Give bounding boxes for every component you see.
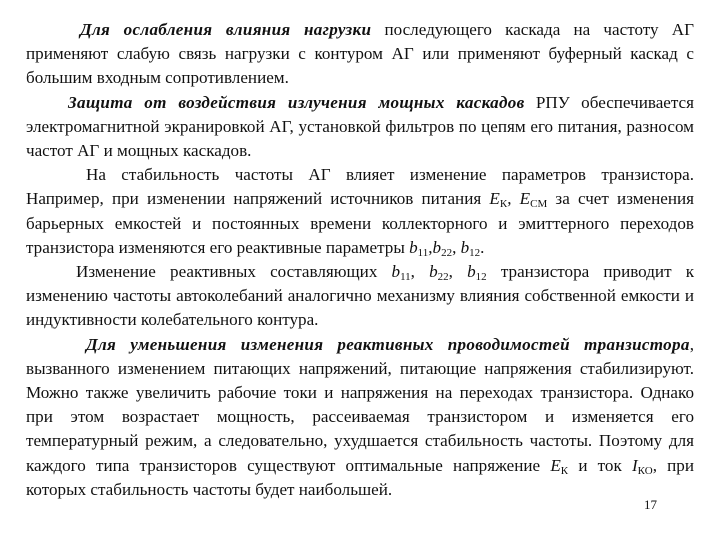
separator: , bbox=[448, 262, 468, 282]
symbol-subscript: 11 bbox=[417, 246, 429, 259]
symbol-subscript: 22 bbox=[441, 246, 453, 259]
paragraph-heading: Для уменьшения изменения реактивных проводимостей транзистора bbox=[86, 334, 690, 354]
paragraph-frequency-stability bbox=[26, 163, 694, 260]
symbol-subscript: 22 bbox=[437, 271, 449, 284]
symbol-subscript: 11 bbox=[400, 271, 411, 284]
separator: . bbox=[480, 237, 485, 257]
symbol-b11: b bbox=[409, 237, 418, 257]
paragraph-heading: Для ослабления влияния нагрузки bbox=[80, 20, 372, 39]
symbol-iko: I bbox=[631, 455, 638, 475]
separator: , bbox=[452, 237, 461, 257]
symbol-b12: b bbox=[467, 262, 476, 282]
symbol-esm: E bbox=[519, 189, 531, 209]
symbol-subscript: К bbox=[499, 198, 508, 211]
symbol-b12: b bbox=[460, 237, 470, 257]
paragraph-reactive-components bbox=[26, 260, 694, 333]
paragraph-text: На стабильность частоты АГ влияет изменение параметров транзистора. Например, при изменении напряжений источников питания bbox=[26, 165, 694, 209]
symbol-ek: E bbox=[550, 455, 561, 475]
paragraph-text: , при которых стабильность частоты будет наибольшей. bbox=[26, 455, 694, 499]
paragraph-radiation-protection bbox=[26, 91, 694, 164]
paragraph-reduce-changes bbox=[26, 333, 694, 502]
paragraph-text: транзистора приводит к изменению частоты автоколебаний аналогично механизму влияния собственной емкости и индуктивности колебательного контура. bbox=[26, 262, 695, 330]
page-number: 17 bbox=[644, 497, 657, 512]
symbol-subscript: 12 bbox=[469, 246, 481, 259]
symbol-b22: b bbox=[432, 237, 442, 257]
separator: , bbox=[428, 237, 433, 257]
paragraph-text: за счет изменения барьерных емкостей и постоянных времени коллекторного и эмиттерного переходов транзистора изменяются его реактивные параметры bbox=[26, 189, 695, 257]
symbol-subscript: КО bbox=[637, 464, 653, 477]
paragraph-text: РПУ обеспечивается электромагнитной экранировкой АГ, установкой фильтров по цепям его питания, разносом частот АГ и мощных каскадов. bbox=[26, 92, 694, 161]
symbol-b11: b bbox=[391, 262, 401, 282]
paragraph-text: и ток bbox=[568, 455, 632, 475]
paragraph-text: последующего каскада на частоту АГ применяют слабую связь нагрузки с контуром АГ или применяют буферный каскад с большим входным сопротивлением. bbox=[26, 20, 694, 88]
paragraph-heading: Защита от воздействия излучения мощных каскадов bbox=[68, 92, 525, 112]
paragraph-text: Изменение реактивных составляющих bbox=[76, 262, 392, 282]
symbol-b22: b bbox=[429, 262, 438, 282]
symbol-ek: E bbox=[489, 189, 500, 209]
separator: , bbox=[507, 189, 520, 209]
paragraph-text: , вызванного изменением питающих напряжений, питающие напряжения стабилизируют. Можно также увеличить рабочие токи и напряжения на переходах транзистора. Однако при этом возрастает мощность, рассеиваемая транзистором и изменяется его температурный режим, а следовательно, ухудшается стабильность частоты. Поэтому для каждого типа транзисторов существуют оптимальные напряжение bbox=[26, 334, 694, 475]
symbol-subscript: 12 bbox=[475, 271, 487, 284]
symbol-subscript: К bbox=[560, 464, 569, 477]
paragraph-load-influence bbox=[26, 18, 694, 91]
symbol-subscript: СМ bbox=[530, 198, 548, 211]
separator: , bbox=[410, 262, 430, 282]
